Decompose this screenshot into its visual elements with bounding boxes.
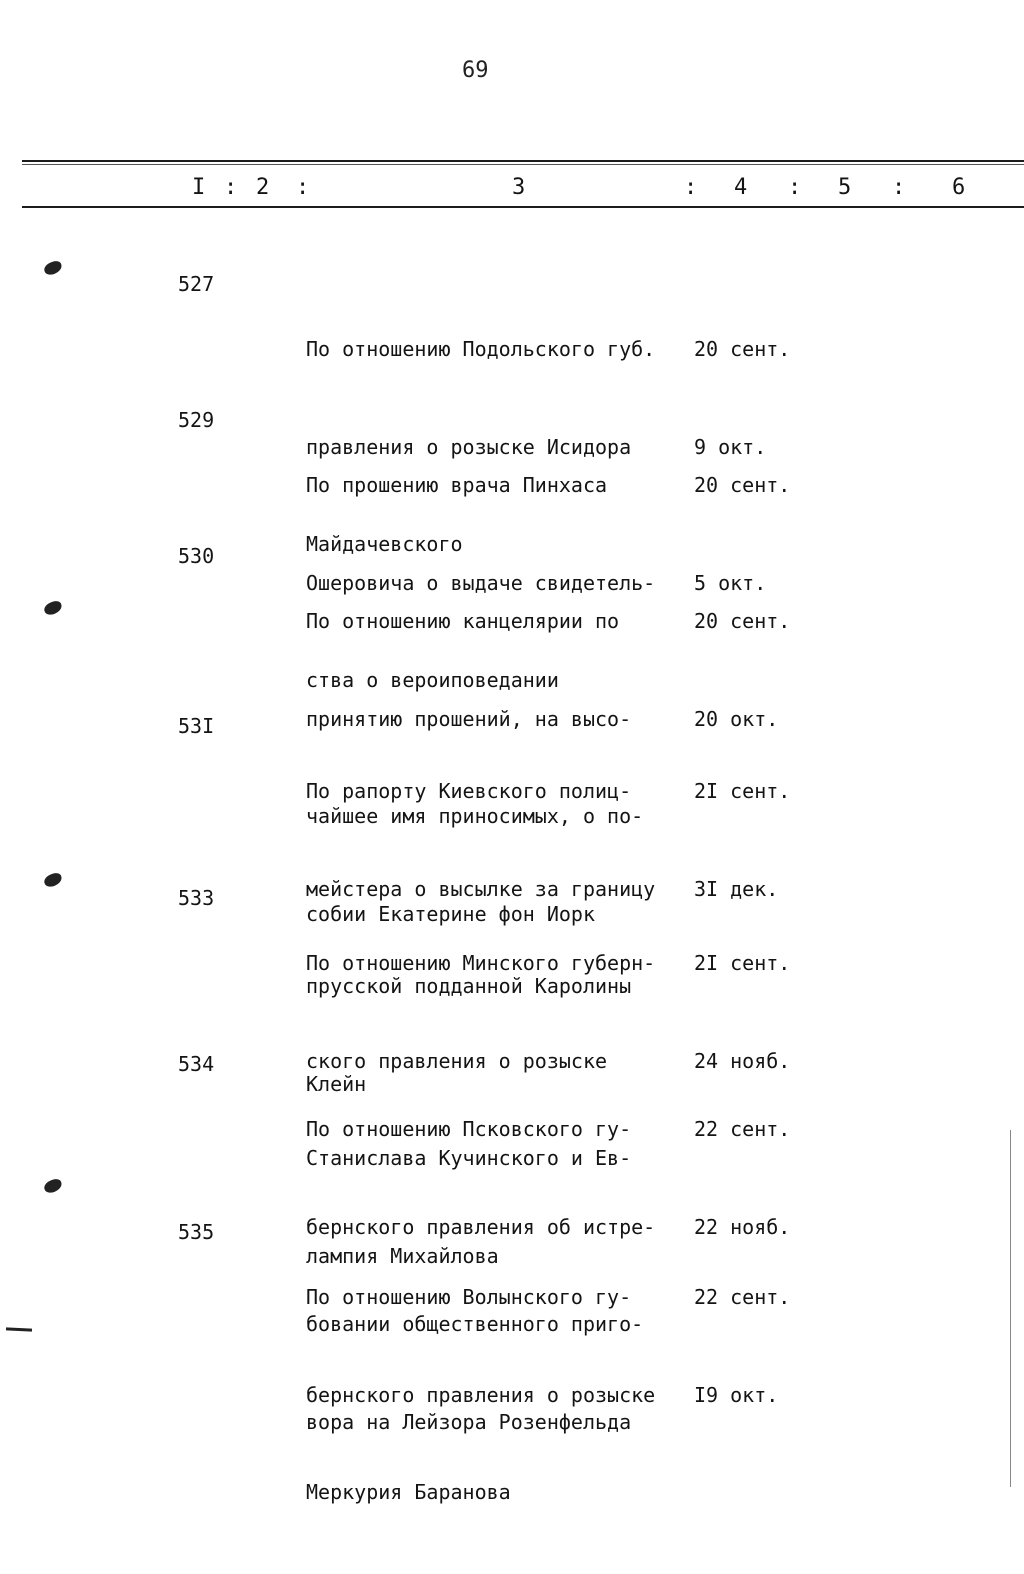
entry-number: 534: [178, 1052, 215, 1076]
column-separator: :: [788, 175, 802, 200]
start-date: 20 сент.: [694, 337, 791, 361]
end-date: I9 окт.: [694, 1382, 779, 1407]
start-date: 2I сент.: [694, 779, 791, 803]
end-date: 9 окт.: [694, 434, 767, 459]
end-date: 5 окт.: [694, 570, 767, 595]
end-date: 24 нояб.: [694, 1048, 791, 1073]
entry-number: 533: [178, 886, 215, 910]
description-line: Клейн: [306, 1071, 367, 1096]
description-line: собии Екатерине фон Иорк: [306, 901, 595, 926]
description-line: бернского правления об истре-: [306, 1214, 656, 1239]
margin-mark: [6, 1327, 32, 1331]
entry-number: 530: [178, 544, 215, 568]
table-header-rule: [22, 206, 1024, 208]
description-line: ства о вероиповедании: [306, 668, 559, 692]
description-line: прусской подданной Каролины: [306, 974, 632, 998]
description-line: По отношению канцелярии по: [306, 609, 620, 633]
column-header-2: 2: [256, 175, 270, 200]
binding-hole-mark: [42, 871, 63, 888]
column-header-5: 5: [838, 175, 852, 200]
end-date: 22 нояб.: [694, 1214, 791, 1239]
description-line: лампия Михайлова: [306, 1243, 499, 1268]
start-date: 20 сент.: [694, 609, 791, 633]
description-line: бовании общественного приго-: [306, 1312, 644, 1336]
description-line: Майдачевского: [306, 532, 463, 556]
description-line: принятию прошений, на высо-: [306, 706, 632, 731]
description-line: правления о розыске Исидора: [306, 434, 632, 459]
description-line: вора на Лейзора Розенфельда: [306, 1409, 632, 1434]
description-line: мейстера о высылке за границу: [306, 876, 656, 901]
start-date: 2I сент.: [694, 951, 791, 975]
column-separator: :: [892, 175, 906, 200]
entry-number: 53I: [178, 714, 215, 738]
entry-number: 535: [178, 1220, 215, 1244]
description-line: По отношению Псковского гу-: [306, 1117, 632, 1141]
binding-hole-mark: [42, 259, 63, 276]
description-line: Ошеровича о выдаче свидетель-: [306, 570, 656, 595]
start-date: 20 сент.: [694, 473, 791, 497]
column-separator: :: [684, 175, 698, 200]
entry-number: 527: [178, 272, 215, 296]
table-top-rule-thin: [22, 164, 1024, 165]
end-date: 3I дек.: [694, 876, 779, 901]
column-header-6: 6: [952, 175, 966, 200]
description-line: Станислава Кучинского и Ев-: [306, 1146, 632, 1170]
start-date: 22 сент.: [694, 1285, 791, 1309]
column-header-3: 3: [512, 175, 526, 200]
binding-hole-mark: [42, 599, 63, 616]
description-line: ского правления о розыске: [306, 1048, 608, 1073]
description-line: бернского правления о розыске: [306, 1382, 656, 1407]
page-number: 69: [462, 58, 489, 83]
description-line: По отношению Подольского губ.: [306, 337, 656, 361]
description-line: По прошению врача Пинхаса: [306, 473, 608, 497]
description-line: По рапорту Киевского полиц-: [306, 779, 632, 803]
column-header-1: I: [192, 175, 206, 200]
description-line: Меркурия Баранова: [306, 1480, 511, 1504]
start-date: 22 сент.: [694, 1117, 791, 1141]
entry-description: [306, 1216, 655, 1574]
entry-number: 529: [178, 408, 215, 432]
entry-dates: [694, 1216, 790, 1476]
column-header-4: 4: [734, 175, 748, 200]
binding-hole-mark: [42, 1177, 63, 1194]
description-line: По отношению Волынского гу-: [306, 1285, 632, 1309]
page-edge-line: [1010, 1130, 1011, 1487]
column-separator: :: [296, 175, 310, 200]
description-line: По отношению Минского губерн-: [306, 951, 656, 975]
column-separator: :: [224, 175, 238, 200]
end-date: 20 окт.: [694, 706, 779, 731]
table-top-rule: [22, 160, 1024, 162]
description-line: чайшее имя приносимых, о по-: [306, 804, 644, 828]
